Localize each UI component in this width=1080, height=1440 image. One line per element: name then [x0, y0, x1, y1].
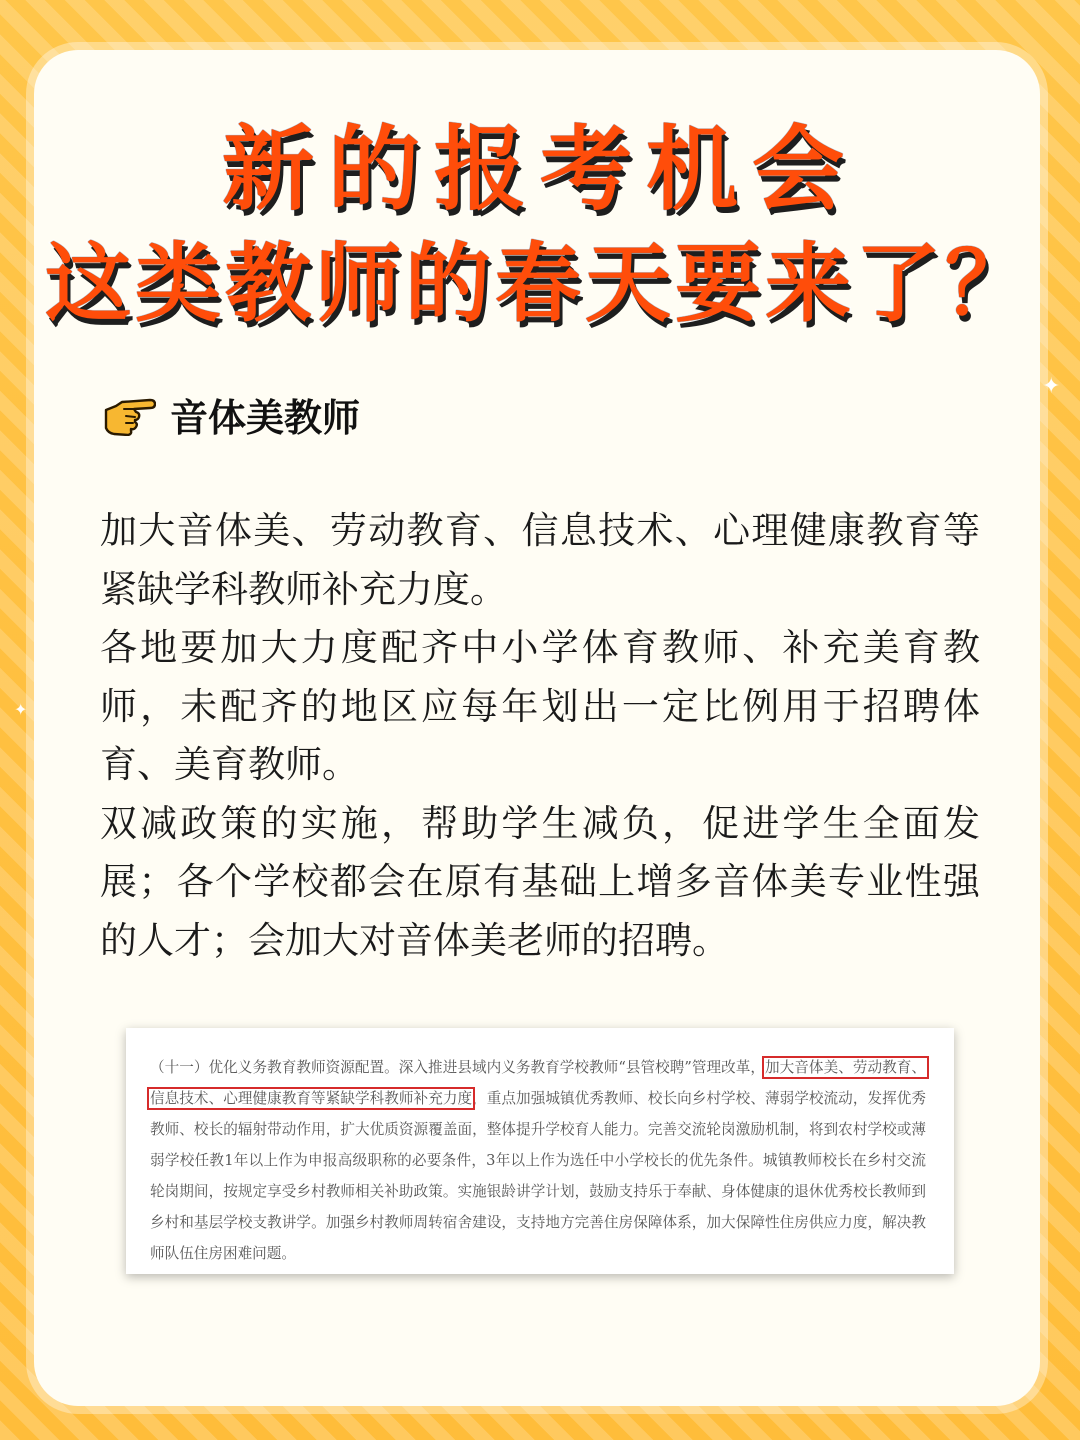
title-line-1: 新的报考机会	[221, 116, 858, 223]
document-text-before: （十一）优化义务教育教师资源配置。深入推进县域内义务教育学校教师“县管校聘”管理改革，	[150, 1059, 766, 1076]
document-text-after: ，重点加强城镇优秀教师、校长向乡村学校、薄弱学校流动，发挥优秀教师、校长的辐射带动作用，扩大优质资源覆盖面，整体提升学校育人能力。完善交流轮岗激励机制，将到农村学校或薄弱学校任教1年以上作为申报高级职称的必要条件，3年以上作为选任中小学校长的优先条件。城镇教师校长在乡村交流轮岗期间，按规定享受乡村教师相关补助政策。实施银龄讲学计划，鼓励支持乐于奉献、身体健康的退休优秀校长教师到乡村和基层学校支教讲学。加强乡村教师周转宿舍建设，支持地方完善住房保障体系，加大保障性住房供应力度，解决教师队伍住房困难问题。	[150, 1090, 926, 1262]
section-heading	[102, 386, 360, 442]
section-label: 音体美教师	[170, 395, 361, 440]
paragraph: 双减政策的实施，帮助学生减负，促进学生全面发展；各个学校都会在原有基础上增多音体美专业性强的人才；会加大对音体美老师的招聘。	[100, 801, 980, 962]
body-text	[100, 502, 980, 970]
highlighted-text: 加大音体美、劳动教育、信息技术、心理健康教育等紧缺学科教师补充力度	[150, 1059, 926, 1107]
sparkle-icon: ✦	[1042, 374, 1061, 399]
document-text	[150, 1052, 926, 1269]
paragraph: 各地要加大力度配齐中小学体育教师、补充美育教师，未配齐的地区应每年划出一定比例用于招聘体育、美育教师。	[100, 626, 980, 786]
document-excerpt-image	[126, 1028, 954, 1274]
paragraph: 加大音体美、劳动教育、信息技术、心理健康教育等紧缺学科教师补充力度。	[100, 509, 980, 611]
sparkle-icon: ✦	[14, 700, 28, 719]
pointing-hand-icon	[102, 392, 156, 436]
title-line-2: 这类教师的春天要来了？	[45, 234, 1035, 334]
